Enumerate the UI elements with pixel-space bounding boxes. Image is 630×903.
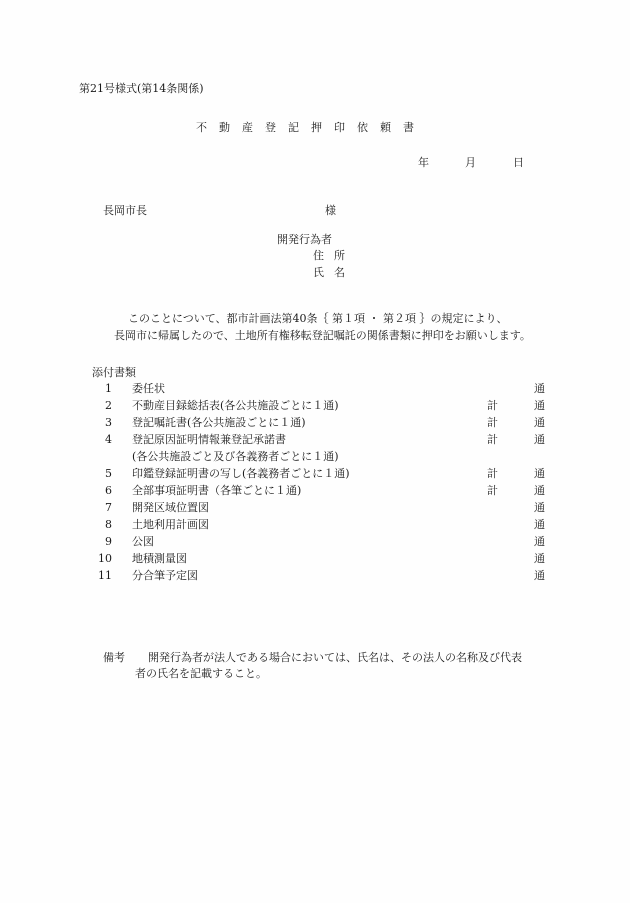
item-total-label: 計 bbox=[487, 467, 498, 480]
item-unit-label: 通 bbox=[534, 416, 545, 429]
item-unit-label: 通 bbox=[534, 518, 545, 531]
title-char: 産 bbox=[242, 121, 253, 134]
list-item bbox=[92, 570, 562, 587]
item-total-label: 計 bbox=[487, 399, 498, 412]
item-number: 8 bbox=[105, 518, 112, 531]
item-unit-label: 通 bbox=[534, 399, 545, 412]
item-text: 登記原因証明情報兼登記承諾書 bbox=[132, 433, 286, 446]
address-label-char: 所 bbox=[334, 249, 345, 262]
item-number: 4 bbox=[105, 433, 112, 446]
document-title bbox=[196, 122, 426, 133]
date-day-label: 日 bbox=[513, 156, 524, 169]
item-number: 3 bbox=[105, 416, 112, 429]
item-text: 登記嘱託書(各公共施設ごとに１通) bbox=[132, 416, 306, 429]
list-item bbox=[92, 485, 562, 502]
title-char: 動 bbox=[219, 121, 230, 134]
item-unit-label: 通 bbox=[534, 433, 545, 446]
item-text: 印鑑登録証明書の写し(各義務者ごとに１通) bbox=[132, 467, 350, 480]
list-item bbox=[92, 553, 562, 570]
title-char: 押 bbox=[311, 121, 322, 134]
item-number: 6 bbox=[105, 484, 112, 497]
attachments-heading: 添付書類 bbox=[92, 366, 136, 379]
item-text: 開発区域位置図 bbox=[132, 501, 209, 514]
list-item bbox=[92, 400, 562, 417]
applicant-label: 開発行為者 bbox=[277, 233, 332, 246]
list-item bbox=[92, 383, 562, 400]
item-unit-label: 通 bbox=[534, 484, 545, 497]
item-text: 公図 bbox=[132, 535, 154, 548]
item-number: 10 bbox=[98, 552, 112, 565]
remarks-text-line-1: 開発行為者が法人である場合においては、氏名は、その法人の名称及び代表 bbox=[148, 651, 522, 664]
name-label bbox=[313, 267, 355, 278]
item-unit-label: 通 bbox=[534, 535, 545, 548]
item-number: 1 bbox=[105, 382, 112, 395]
date-month-label: 月 bbox=[465, 156, 476, 169]
item-text: 分合筆予定図 bbox=[132, 569, 198, 582]
title-char: 書 bbox=[403, 121, 414, 134]
remarks-text-line-2: 者の氏名を記載すること。 bbox=[135, 667, 267, 680]
name-label-char: 氏 bbox=[313, 266, 324, 279]
address-label bbox=[313, 250, 355, 261]
item-text: 不動産目録総括表(各公共施設ごとに１通) bbox=[132, 399, 339, 412]
item-text: 土地利用計画図 bbox=[132, 518, 209, 531]
list-item-continuation bbox=[92, 451, 562, 468]
title-char: 登 bbox=[265, 121, 276, 134]
attachments-list bbox=[92, 383, 562, 587]
list-item bbox=[92, 502, 562, 519]
body-text-line-2: 長岡市に帰属したので、土地所有権移転登記嘱託の関係書類に押印をお願いします。 bbox=[114, 329, 531, 342]
body-text-line-1: このことについて、都市計画法第40条｛ 第１項 ・ 第２項 ｝の規定により、 bbox=[128, 312, 508, 325]
honorific: 様 bbox=[325, 204, 336, 217]
item-number: 2 bbox=[105, 399, 112, 412]
item-total-label: 計 bbox=[487, 484, 498, 497]
item-number: 9 bbox=[105, 535, 112, 548]
title-char: 不 bbox=[196, 121, 207, 134]
list-item bbox=[92, 434, 562, 451]
list-item bbox=[92, 417, 562, 434]
title-char: 頼 bbox=[380, 121, 391, 134]
item-unit-label: 通 bbox=[534, 467, 545, 480]
date-year-label: 年 bbox=[418, 156, 429, 169]
title-char: 記 bbox=[288, 121, 299, 134]
list-item bbox=[92, 536, 562, 553]
item-text: 委任状 bbox=[132, 382, 165, 395]
title-char: 印 bbox=[334, 121, 345, 134]
address-label-char: 住 bbox=[313, 249, 324, 262]
item-text: 地積測量図 bbox=[132, 552, 187, 565]
item-unit-label: 通 bbox=[534, 501, 545, 514]
item-unit-label: 通 bbox=[534, 382, 545, 395]
item-unit-label: 通 bbox=[534, 569, 545, 582]
remarks-label: 備考 bbox=[103, 651, 125, 664]
addressee: 長岡市長 bbox=[103, 204, 147, 217]
item-number: 11 bbox=[98, 569, 112, 582]
item-unit-label: 通 bbox=[534, 552, 545, 565]
item-text: 全部事項証明書（各筆ごとに１通) bbox=[132, 484, 302, 497]
name-label-char: 名 bbox=[334, 266, 345, 279]
title-char: 依 bbox=[357, 121, 368, 134]
list-item bbox=[92, 468, 562, 485]
item-total-label: 計 bbox=[487, 416, 498, 429]
form-number: 第21号様式(第14条関係) bbox=[79, 82, 204, 95]
list-item bbox=[92, 519, 562, 536]
item-number: 5 bbox=[105, 467, 112, 480]
item-text: (各公共施設ごと及び各義務者ごとに１通) bbox=[132, 450, 339, 463]
item-total-label: 計 bbox=[487, 433, 498, 446]
item-number: 7 bbox=[105, 501, 112, 514]
